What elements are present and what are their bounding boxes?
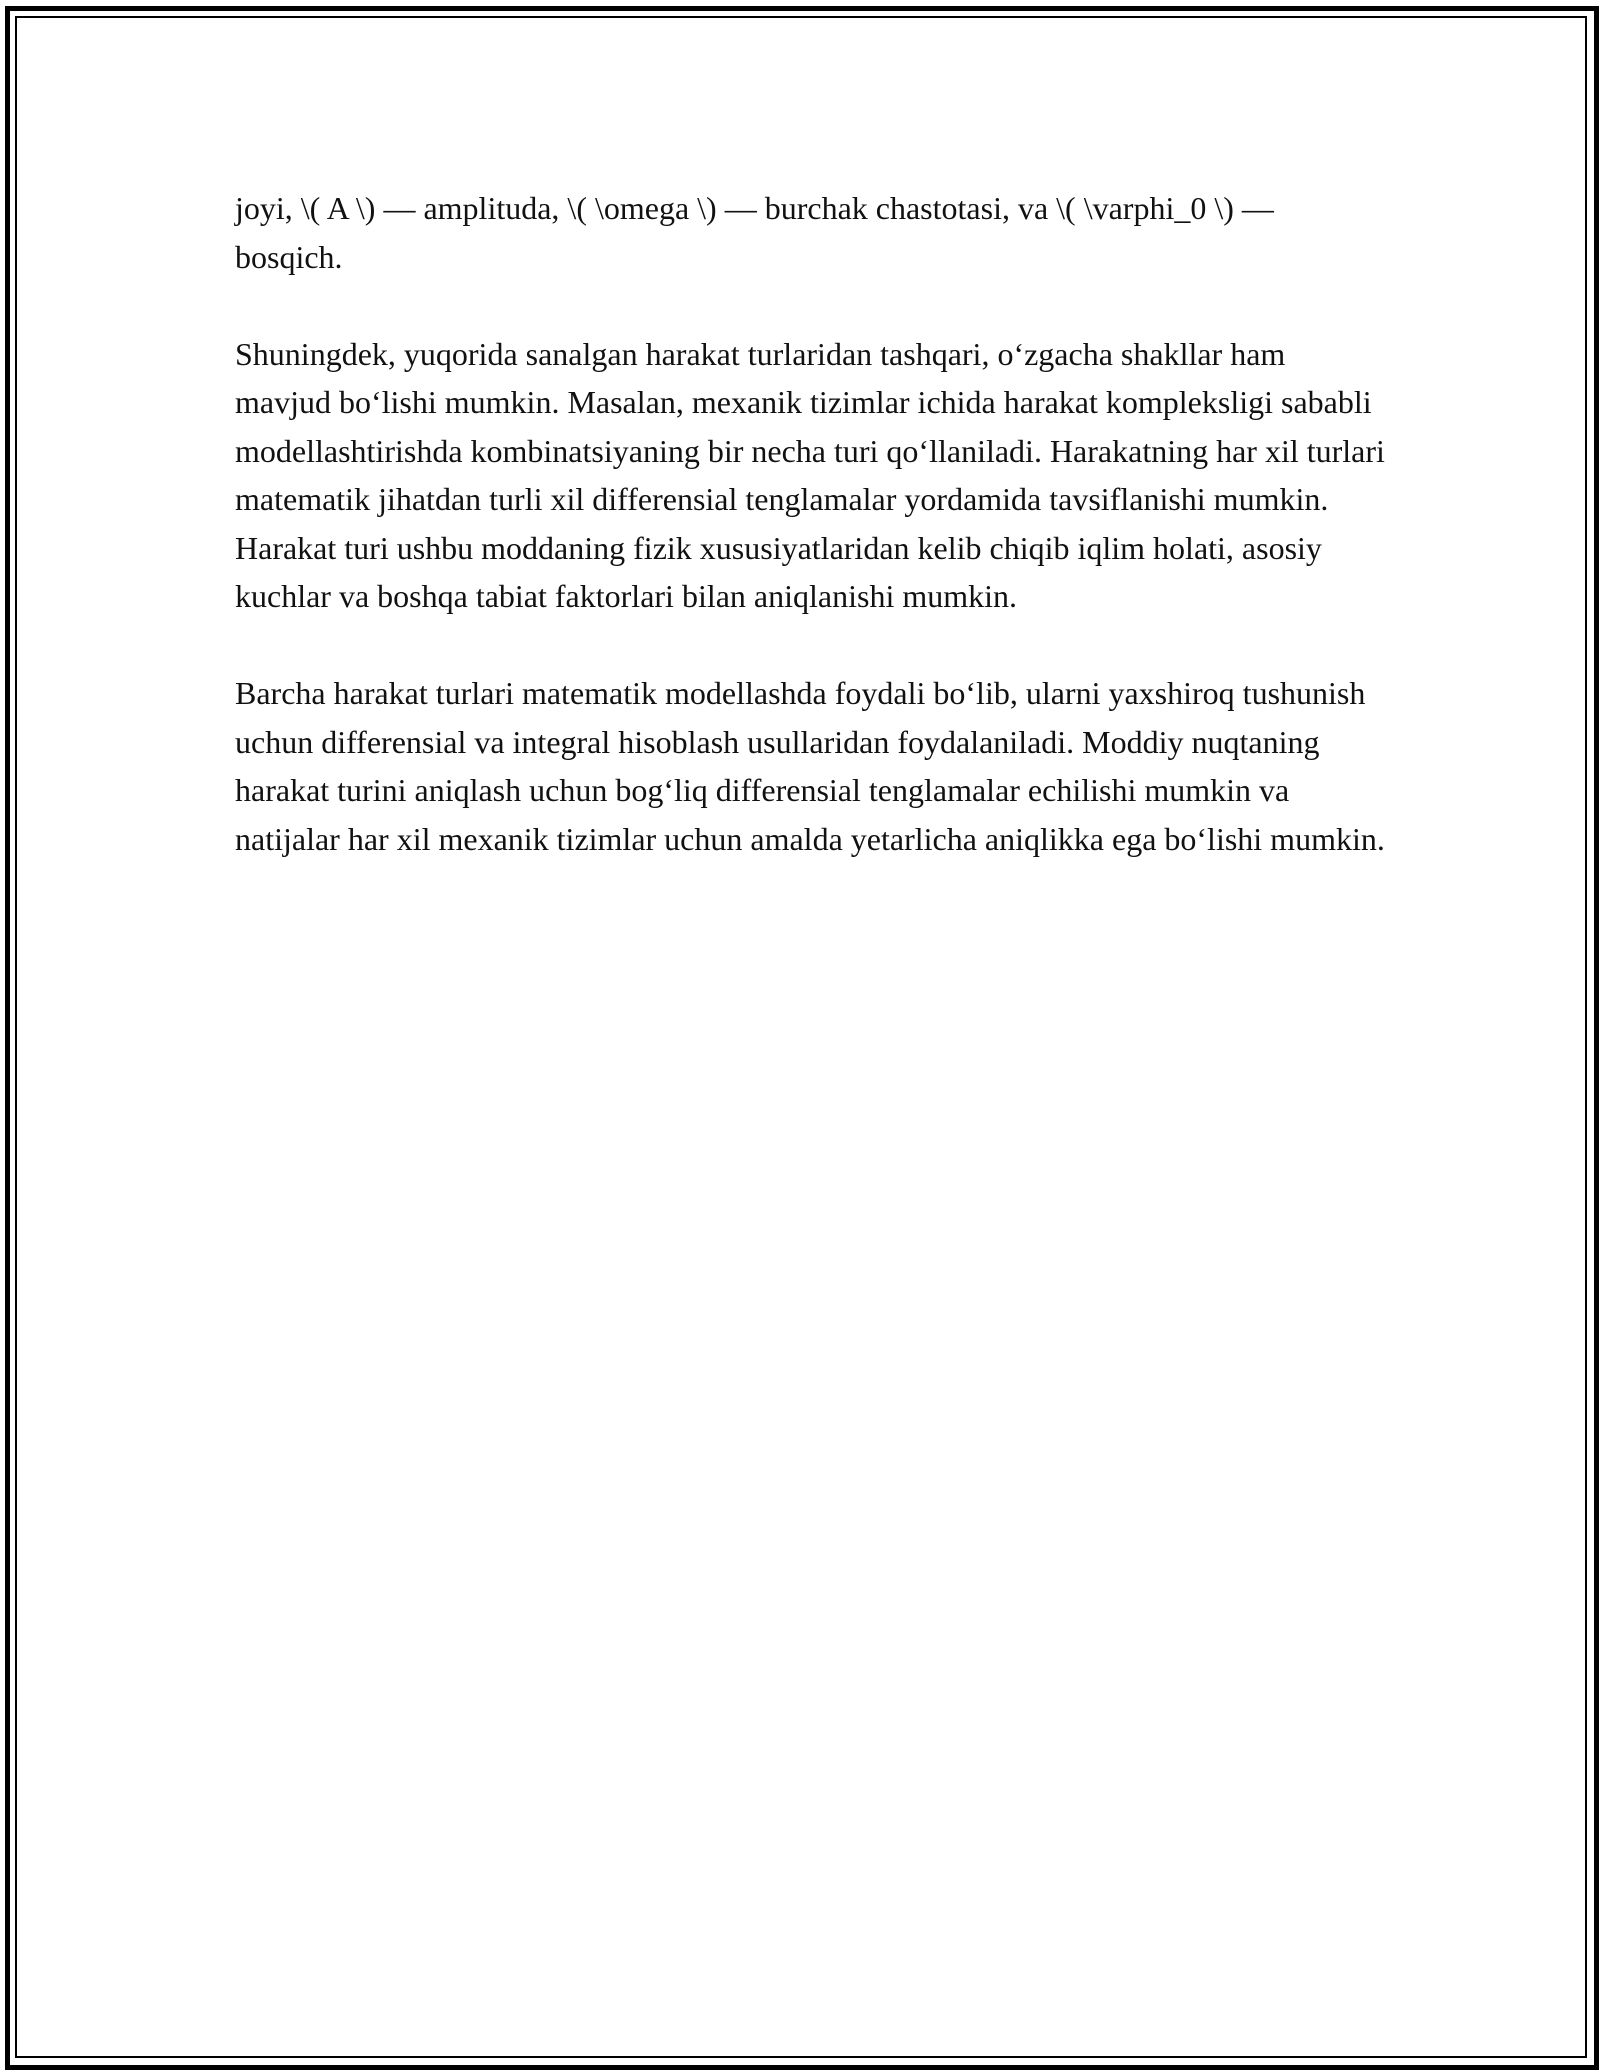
paragraph-3: Barcha harakat turlari matematik modellashda foydali bo‘lib, ularni yaxshiroq tushunish uchun differensial va integral hisoblash usullaridan foydalaniladi. Moddiy nuqtaning harakat turini aniqlash uchun bog‘liq differensial tenglamalar echilishi mumkin va natijalar har xil mexanik tizimlar uchun amalda yetarlicha aniqlikka ega bo‘lishi mumkin. (235, 675, 1385, 857)
paragraph-2: Shuningdek, yuqorida sanalgan harakat turlaridan tashqari, o‘zgacha shakllar ham mavjud bo‘lishi mumkin. Masalan, mexanik tizimlar ichida harakat kompleksligi sababli modellashtirishda kombinatsiyaning bir necha turi qo‘llaniladi. Harakatning har xil turlari matematik jihatdan turli xil differensial tenglamalar yordamida tavsiflanishi mumkin. Harakat turi ushbu moddaning fizik xususiyatlaridan kelib chiqib iqlim holati, asosiy kuchlar va boshqa tabiat faktorlari bilan aniqlanishi mumkin. (235, 335, 1385, 614)
paragraph-1: joyi, \( A \) — amplituda, \( \omega \) — burchak chastotasi, va \( \varphi_0 \) — bosqich. (235, 190, 1274, 275)
document-body (235, 184, 1385, 912)
